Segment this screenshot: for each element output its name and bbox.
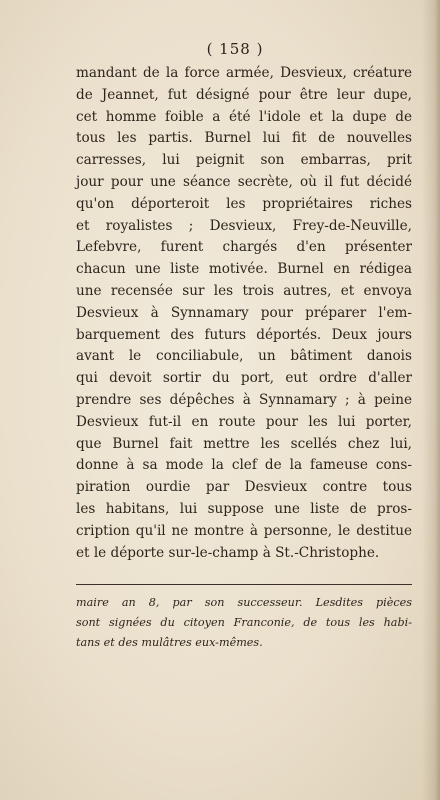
text-line: carresses, lui peignit son embarras, prit — [76, 152, 412, 169]
text-line: Desvieux fut-il en route pour les lui porter, — [76, 413, 412, 430]
text-line: Lefebvre, furent chargés d'en présenter — [76, 239, 412, 256]
text-line: les habitans, lui suppose une liste de pros- — [76, 500, 412, 517]
text-line: une recensée sur les trois autres, et envoya — [76, 282, 412, 299]
text-line: tous les partis. Burnel lui fit de nouvelles — [76, 130, 412, 147]
text-line: Desvieux à Synnamary pour préparer l'em- — [76, 304, 412, 321]
footnote-line: sont signées du citoyen Franconie, de tous les habi- — [76, 616, 412, 629]
text-line: jour pour une séance secrète, où il fut décidé — [76, 173, 412, 190]
text-line: donne à sa mode la clef de la fameuse cons- — [76, 457, 412, 474]
text-line: barquement des futurs déportés. Deux jours — [76, 326, 412, 343]
page-number: ( 158 ) — [206, 40, 264, 58]
text-line: avant le conciliabule, un bâtiment danois — [76, 348, 412, 365]
text-line: piration ourdie par Desvieux contre tous — [76, 479, 412, 496]
body-text — [76, 63, 412, 564]
footnote-line: maire an 8, par son successeur. Lesdites pièces — [76, 596, 412, 609]
text-line: de Jeannet, fut désigné pour être leur dupe, — [76, 86, 412, 103]
text-line: qu'on déporteroit les propriétaires riches — [76, 195, 412, 212]
text-line: et le déporte sur-le-champ à St.-Christophe. — [76, 544, 380, 561]
page-edge-shadow — [422, 0, 440, 800]
text-line: que Burnel fait mettre les scellés chez lui, — [76, 435, 412, 452]
footnote-line: tans et des mulâtres eux-mêmes. — [76, 636, 263, 649]
text-line: chacun une liste motivée. Burnel en rédigea — [76, 261, 412, 278]
text-line: prendre ses dépêches à Synnamary ; à peine — [76, 391, 412, 408]
footnote — [76, 593, 412, 653]
text-line: qui devoit sortir du port, eut ordre d'aller — [76, 370, 412, 387]
text-line: cet homme foible a été l'idole et la dupe de — [76, 108, 412, 125]
text-line: cription qu'il ne montre à personne, le destitue — [76, 522, 412, 539]
footnote-divider — [76, 584, 412, 585]
text-line: et royalistes ; Desvieux, Frey-de-Neuville, — [76, 217, 412, 234]
text-line: mandant de la force armée, Desvieux, créature — [76, 65, 412, 81]
